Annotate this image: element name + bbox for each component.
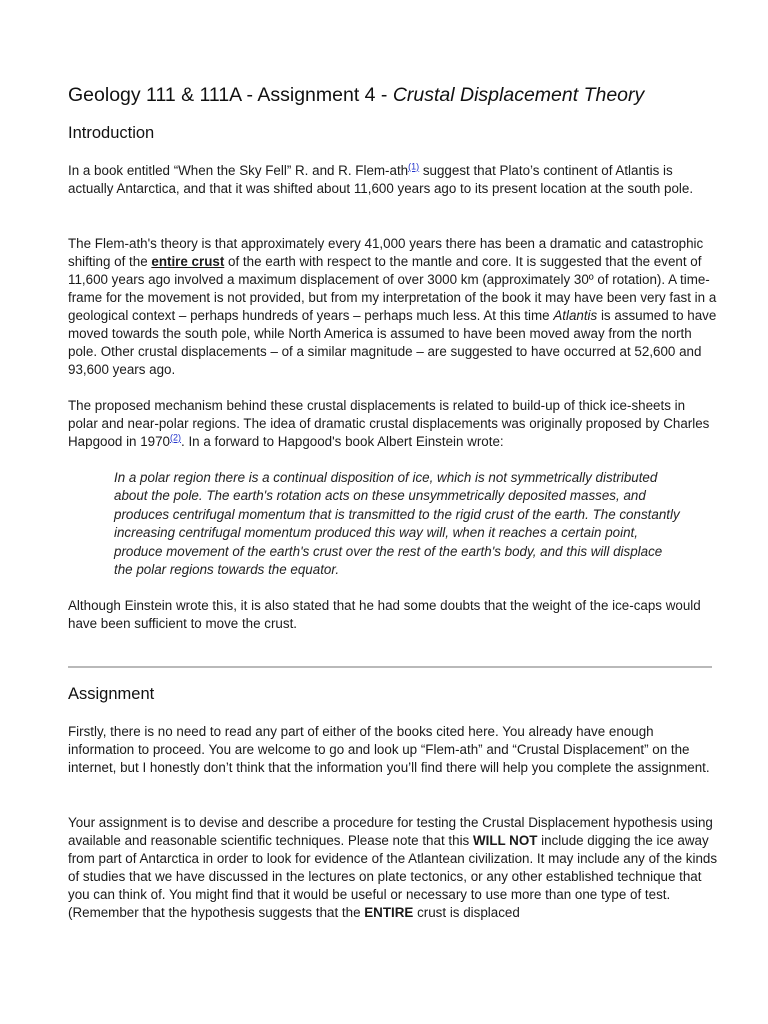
einstein-quote: In a polar region there is a continual disposition of ice, which is not symmetrically distributed about the pole. The earth's rotation acts on these unsymmetrically deposited masses, and produces centrifugal momentum that is transmitted to the rigid crust of the earth. The constantly increasing centrifugal momentum produced this way will, when it reaches a certain point, produce movement of the earth's crust over the rest of the earth's body, and this will displace the polar regions towards the equator. [114,470,680,578]
title-main: Geology 111 & 111A - Assignment 4 - [68,84,393,106]
intro-p2-text-a: The Flem-ath's theory is that approximately every 41,000 years there has been a dramatic and catastrophic shifting of the [68,236,704,269]
intro-p1-text-a: In a book entitled “When the Sky Fell” R. and R. Flem-ath [68,163,409,178]
atlantis-italic: Atlantis [553,308,598,323]
entire-crust-emphasis: entire crust [151,254,225,269]
document-title [68,84,644,107]
assignment-paragraph-2 [68,814,718,922]
introduction-heading: Introduction [68,124,155,142]
intro-p2-text-b: of the earth with respect to the mantle and core. It is suggested that the event of 11,600 years ago involved a maximum displacement of over 3000 km (approximately 30º of rotation). A time-frame for the movement is not provided, but from my interpretation of the book it may have been very fast in a geological context – perhaps hundreds of years – perhaps much less. At this time [68,254,717,323]
entire-emphasis: ENTIRE [364,905,414,920]
assign-p2-text-b: include digging the ice away from part of Antarctica in order to look for evidence of the Atlantean civilization. It may include any of the kinds of studies that we have discussed in the lectures on plate tectonics, or any other established technique that you can think of. You might find that it would be useful or necessary to use more than one type of test. (Remember that the hypothesis suggests that the [68,833,718,920]
intro-paragraph-4: Although Einstein wrote this, it is also stated that he had some doubts that the weight of the ice-caps would have been sufficient to move the crust. [68,598,701,631]
intro-p1-text-b: suggest that Plato’s continent of Atlantis is actually Antarctica, and that it was shifted about 11,600 years ago to its present location at the south pole. [68,163,694,196]
intro-paragraph-3 [68,397,718,451]
footnote-link-1[interactable]: (1) [408,161,420,172]
section-divider [68,666,712,668]
assign-p2-text-a: Your assignment is to devise and describe a procedure for testing the Crustal Displacement hypothesis using available and reasonable scientific techniques. Please note that this [68,815,713,848]
assignment-heading: Assignment [68,685,155,703]
assignment-paragraph-1: Firstly, there is no need to read any part of either of the books cited here. You already have enough information to proceed. You are welcome to go and look up “Flem-ath” and “Crustal Displacement” on the internet, but I honestly don’t think that the information you’ll find there will help you complete the assignment. [68,724,710,775]
intro-paragraph-1 [68,162,718,198]
intro-paragraph-2 [68,235,718,379]
intro-p3-text-a: The proposed mechanism behind these crustal displacements is related to build-up of thick ice-sheets in polar and near-polar regions. The idea of dramatic crustal displacements was originally proposed by Charles Hapgood in 1970 [68,398,710,449]
assign-p2-text-c: crust is displaced [413,905,520,920]
will-not-emphasis: WILL NOT [472,833,538,848]
intro-p3-text-b: . In a forward to Hapgood's book Albert Einstein wrote: [181,434,504,449]
title-italic: Crustal Displacement Theory [392,84,645,106]
footnote-link-2[interactable]: (2) [170,432,182,443]
intro-p2-text-c: is assumed to have moved towards the south pole, while North America is assumed to have been moved away from the north pole. Other crustal displacements – of a similar magnitude – are suggested to have occurred at 52,600 and 93,600 years ago. [68,308,717,377]
